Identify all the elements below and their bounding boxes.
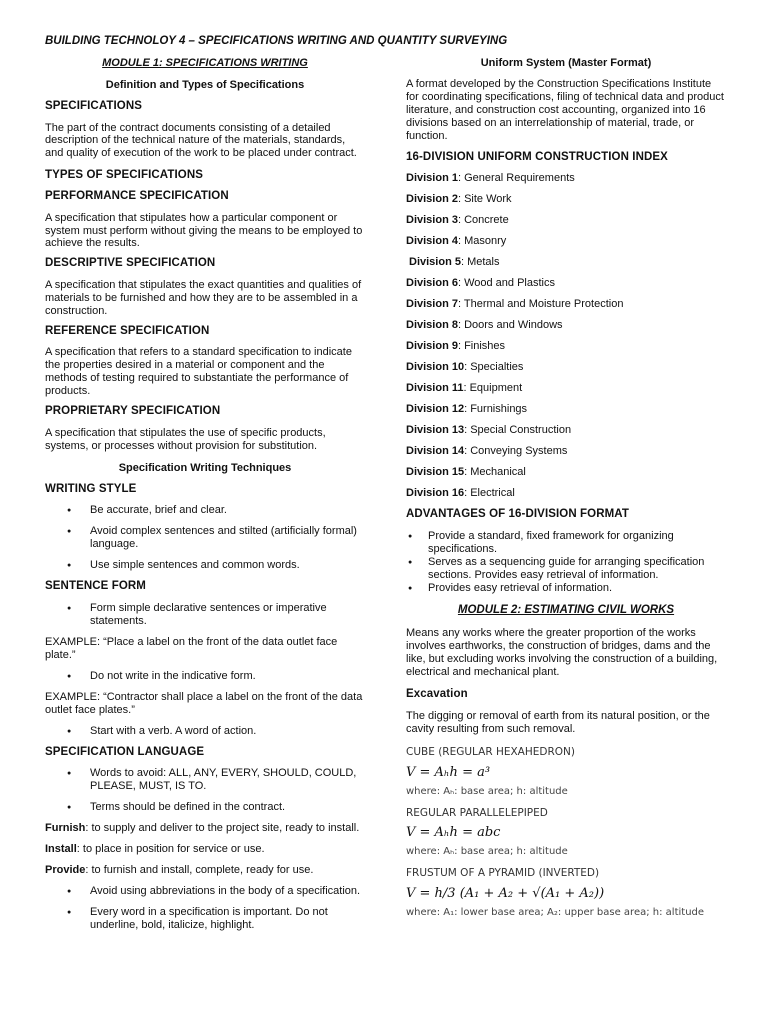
sentence-form-list-2 — [45, 670, 365, 683]
specifications-heading: SPECIFICATIONS — [45, 99, 143, 112]
install-text: : to place in position for service or use. — [76, 843, 265, 855]
division-name: : General Requirements — [457, 172, 575, 185]
descriptive-paragraph: A specification that stipulates the exact quantities and qualities of materials to be furnished and how they are to be assembled in a construction. — [45, 279, 362, 317]
excavation-heading: Excavation — [406, 687, 468, 700]
install-definition — [45, 843, 365, 856]
frustum-formula-title: FRUSTUM OF A PYRAMID (INVERTED) — [406, 867, 600, 880]
list-item: ● Terms should be defined in the contract. — [45, 801, 365, 814]
sentence-form-list-3 — [45, 725, 365, 738]
list-item: ● Every word in a specification is important. Do not underline, bold, italicize, highlight. — [45, 906, 365, 932]
proprietary-paragraph: A specification that stipulates the use of specific products, systems, or processes without provision for substitution. — [45, 426, 326, 452]
cube-formula: V = Aₕh = a³ — [406, 764, 491, 780]
division-row — [406, 487, 726, 500]
division-label: Division 9 — [406, 340, 458, 353]
division-label: Division 3 — [406, 214, 458, 227]
module-2-paragraph: Means any works where the greater proportion of the works involves earthworks, the construction of bridges, dams and the like, but excluding works involving the construction of a building, electrical and mechanical plant. — [406, 626, 718, 678]
advantages-list — [406, 530, 726, 595]
division-label: Division 2 — [406, 193, 458, 206]
division-label: Division 8 — [406, 319, 458, 332]
division-row — [406, 172, 726, 185]
left-column — [45, 57, 365, 932]
cube-formula-title: CUBE (REGULAR HEXAHEDRON) — [406, 746, 575, 759]
performance-heading: PERFORMANCE SPECIFICATION — [45, 189, 229, 202]
division-row — [406, 298, 726, 311]
writing-style-list — [45, 504, 365, 572]
furnish-term: Furnish — [45, 822, 86, 835]
division-label: Division 13 — [406, 424, 465, 436]
division-name: : Concrete — [457, 214, 509, 227]
division-name: : Site Work — [457, 193, 512, 206]
descriptive-heading: DESCRIPTIVE SPECIFICATION — [45, 257, 216, 270]
division-name: : Thermal and Moisture Protection — [457, 298, 624, 311]
spec-language-list — [45, 767, 365, 814]
list-item: ● Use simple sentences and common words. — [45, 559, 365, 572]
example-2: EXAMPLE: “Contractor shall place a label on the front of the data outlet face plates.” — [45, 690, 363, 716]
division-label: Division 15 — [406, 465, 465, 478]
list-item: ● Serves as a sequencing guide for arranging specification sections. Provides easy retrieval of information. — [406, 556, 726, 582]
frustum-formula-where: where: A₁: lower base area; A₂: upper base area; h: altitude — [406, 906, 705, 918]
list-item: ● Words to avoid: ALL, ANY, EVERY, SHOULD, COULD, PLEASE, MUST, IS TO. — [45, 767, 365, 793]
division-row — [406, 424, 726, 437]
division-row — [406, 361, 726, 374]
spec-language-heading: SPECIFICATION LANGUAGE — [45, 745, 205, 758]
division-row — [406, 235, 726, 248]
install-term: Install — [45, 843, 77, 855]
provide-definition — [45, 864, 365, 877]
parallelepiped-formula-title: REGULAR PARALLELEPIPED — [406, 806, 548, 819]
division-name: : Special Construction — [464, 424, 572, 436]
division-label: Division 14 — [406, 444, 465, 457]
example-1: EXAMPLE: “Place a label on the front of the data outlet face plate.” — [45, 635, 338, 661]
division-row — [406, 319, 726, 332]
division-row — [406, 256, 726, 269]
division-label: Division 7 — [406, 298, 458, 311]
division-row — [406, 340, 726, 353]
reference-heading: REFERENCE SPECIFICATION — [45, 324, 210, 337]
division-index-heading: 16-DIVISION UNIFORM CONSTRUCTION INDEX — [406, 150, 668, 163]
division-name: : Metals — [460, 256, 500, 269]
uniform-system-paragraph: A format developed by the Construction Specifications Institute for coordinating specifications, filing of technical data and product literature, and construction cost accounting, organized into 16 divisions based on an interrelationship of material, trade, or function. — [406, 77, 724, 142]
division-row — [406, 382, 726, 395]
sentence-form-list — [45, 602, 365, 628]
division-list — [406, 172, 726, 500]
division-name: : Doors and Windows — [457, 319, 563, 332]
document-title: BUILDING TECHNOLOY 4 – SPECIFICATIONS WRITING AND QUANTITY SURVEYING — [45, 35, 508, 47]
list-item: ● Start with a verb. A word of action. — [45, 725, 365, 738]
techniques-heading: Specification Writing Techniques — [118, 461, 292, 474]
sentence-form-heading: SENTENCE FORM — [45, 580, 146, 593]
reference-paragraph: A specification that refers to a standard specification to indicate the properties desired in a material or component and the methods of testing required to substantiate the performance of products. — [45, 346, 352, 398]
division-label: Division 6 — [406, 277, 458, 290]
division-label: Division 5 — [409, 256, 461, 269]
division-row — [406, 403, 726, 416]
excavation-paragraph: The digging or removal of earth from its natural position, or the cavity resulting from such removal. — [406, 710, 710, 736]
final-rules-list — [45, 885, 365, 932]
division-label: Division 12 — [406, 403, 465, 416]
provide-term: Provide — [45, 863, 86, 876]
division-label: Division 10 — [406, 361, 465, 374]
furnish-definition — [45, 822, 365, 835]
division-label: Division 4 — [406, 235, 458, 248]
types-heading: TYPES OF SPECIFICATIONS — [45, 169, 203, 182]
provide-text: : to furnish and install, complete, ready for use. — [85, 863, 314, 876]
division-name: : Electrical — [464, 486, 515, 499]
right-column — [406, 57, 726, 919]
division-label: Division 1 — [406, 172, 458, 185]
furnish-text: : to supply and deliver to the project site, ready to install. — [85, 822, 360, 835]
module-2-heading: MODULE 2: ESTIMATING CIVIL WORKS — [457, 604, 675, 617]
division-label: Division 11 — [406, 382, 464, 395]
writing-style-heading: WRITING STYLE — [45, 482, 137, 495]
division-name: : Mechanical — [464, 465, 526, 478]
division-label: Division 16 — [406, 486, 465, 499]
division-name: : Wood and Plastics — [457, 277, 555, 290]
performance-paragraph: A specification that stipulates how a particular component or system must perform without giving the means to be employed to achieve the results. — [45, 211, 363, 250]
proprietary-heading: PROPRIETARY SPECIFICATION — [45, 405, 221, 418]
definition-types-heading: Definition and Types of Specifications — [105, 78, 305, 91]
list-item: ● Avoid using abbreviations in the body of a specification. — [45, 885, 365, 898]
specifications-paragraph: The part of the contract documents consisting of a detailed description of the technical nature of the materials, standards, and quality of execution of the work to be placed under contract. — [45, 121, 357, 160]
division-row — [406, 193, 726, 206]
list-item: ● Avoid complex sentences and stilted (artificially formal) language. — [45, 525, 365, 551]
list-item: ● Be accurate, brief and clear. — [45, 504, 365, 517]
uniform-system-heading: Uniform System (Master Format) — [480, 57, 652, 69]
list-item: ● Form simple declarative sentences or imperative statements. — [45, 602, 365, 628]
list-item: ● Do not write in the indicative form. — [45, 670, 365, 683]
division-name: : Equipment — [463, 382, 523, 395]
frustum-formula: V = h/3 (A₁ + A₂ + √(A₁ + A₂)) — [406, 885, 605, 901]
division-row — [406, 277, 726, 290]
cube-formula-where: where: Aₕ: base area; h: altitude — [406, 785, 568, 797]
parallelepiped-formula: V = Aₕh = abc — [406, 825, 501, 841]
division-name: : Masonry — [457, 235, 507, 248]
division-name: : Finishes — [457, 340, 506, 353]
division-row — [406, 466, 726, 479]
division-name: : Specialties — [464, 361, 524, 374]
list-item: ● Provides easy retrieval of information. — [406, 582, 726, 595]
advantages-heading: ADVANTAGES OF 16-DIVISION FORMAT — [406, 507, 629, 520]
division-name: : Conveying Systems — [464, 444, 568, 457]
division-name: : Furnishings — [464, 403, 528, 416]
module-1-heading: MODULE 1: SPECIFICATIONS WRITING — [102, 57, 308, 69]
division-row — [406, 214, 726, 227]
division-row — [406, 445, 726, 458]
list-item: ● Provide a standard, fixed framework for organizing specifications. — [406, 530, 726, 556]
parallelepiped-formula-where: where: Aₕ: base area; h: altitude — [406, 846, 568, 858]
